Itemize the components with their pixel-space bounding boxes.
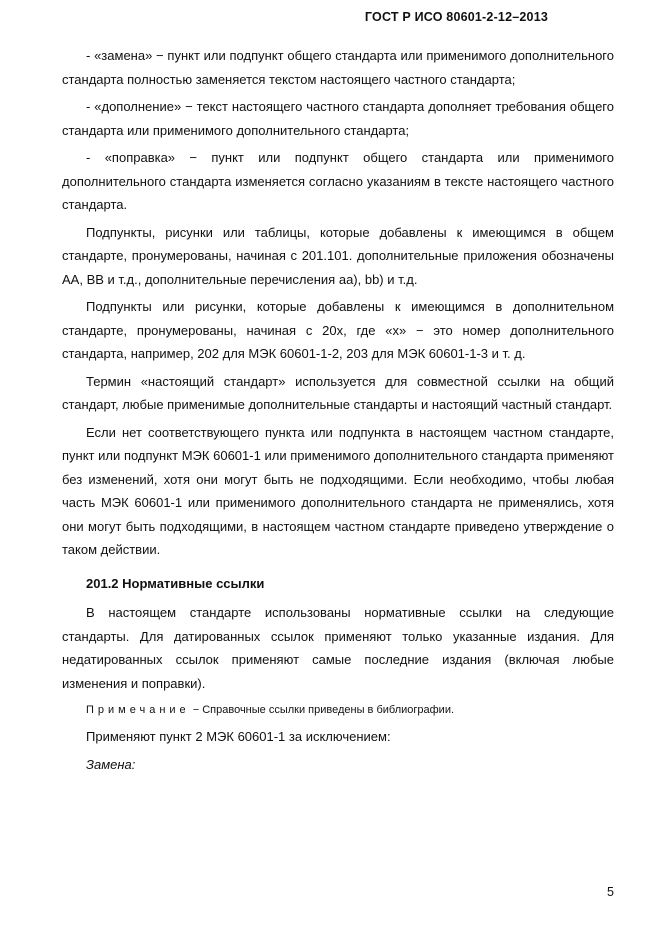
section-heading: 201.2 Нормативные ссылки [86,575,265,591]
paragraph-term-this-standard: Термин «настоящий стандарт» используется для совместной ссылки на общий стандарт, любые применимые дополнительные стандарты и настоящий частный стандарт. [62,373,614,412]
page-number: 5 [607,885,614,899]
note-text: − Справочные ссылки приведены в библиографии. [189,704,455,716]
paragraph-no-corresponding-clause: Если нет соответствующего пункта или подпункта в настоящем частном стандарте, пункт или подпункт МЭК 60601-1 или применимого дополнительного стандарта применяют без изменений, хотя они могут быть не подходящими. Если необходимо, чтобы любая часть МЭК 60601-1 или применимого дополнительного стандарта не применялись, хотя они могут быть подходящими, в настоящем частном стандарте приведено утверждение о таком действии. [62,424,614,557]
note [62,699,614,721]
paragraph-amendment-term: - «поправка» − пункт или подпункт общего стандарта или применимого дополнительного стандарта изменяется согласно указаниям в тексте настоящего частного стандарта. [62,150,614,212]
paragraph-replacement-term: - «замена» − пункт или подпункт общего стандарта или применимого дополнительного стандарта полностью заменяется текстом настоящего частного стандарта; [62,48,614,87]
replacement-label: Замена: [86,756,136,772]
paragraph-numbering-collateral: Подпункты или рисунки, которые добавлены к имеющимся в дополнительном стандарте, пронумерованы, начиная с 20x, где «x» − это номер дополнительного стандарта, например, 202 для МЭК 60601-1-2, 203 для МЭК 60601-1-3 и т. д. [62,299,614,361]
document-code-header: ГОСТ Р ИСО 80601-2-12–2013 [364,10,548,24]
paragraph-numbering-general: Подпункты, рисунки или таблицы, которые добавлены к имеющимся в общем стандарте, пронумерованы, начиная с 201.101. дополнительные приложения обозначены АА, ВВ и т.д., дополнительные перечисления аа), bb) и т.д. [62,224,614,287]
note-label: Примечание [86,704,190,716]
paragraph-addition-term: - «дополнение» − текст настоящего частного стандарта дополняет требования общего стандарта или применимого дополнительного стандарта; [62,99,614,138]
apply-clause-line: Применяют пункт 2 МЭК 60601-1 за исключением: [86,729,391,744]
section-body: В настоящем стандарте использованы нормативные ссылки на следующие стандарты. Для датированных ссылок применяют только указанные издания. Для недатированных ссылок применяют самые последние издания (включая любые изменения и поправки). [62,605,614,691]
page-content [62,44,614,776]
